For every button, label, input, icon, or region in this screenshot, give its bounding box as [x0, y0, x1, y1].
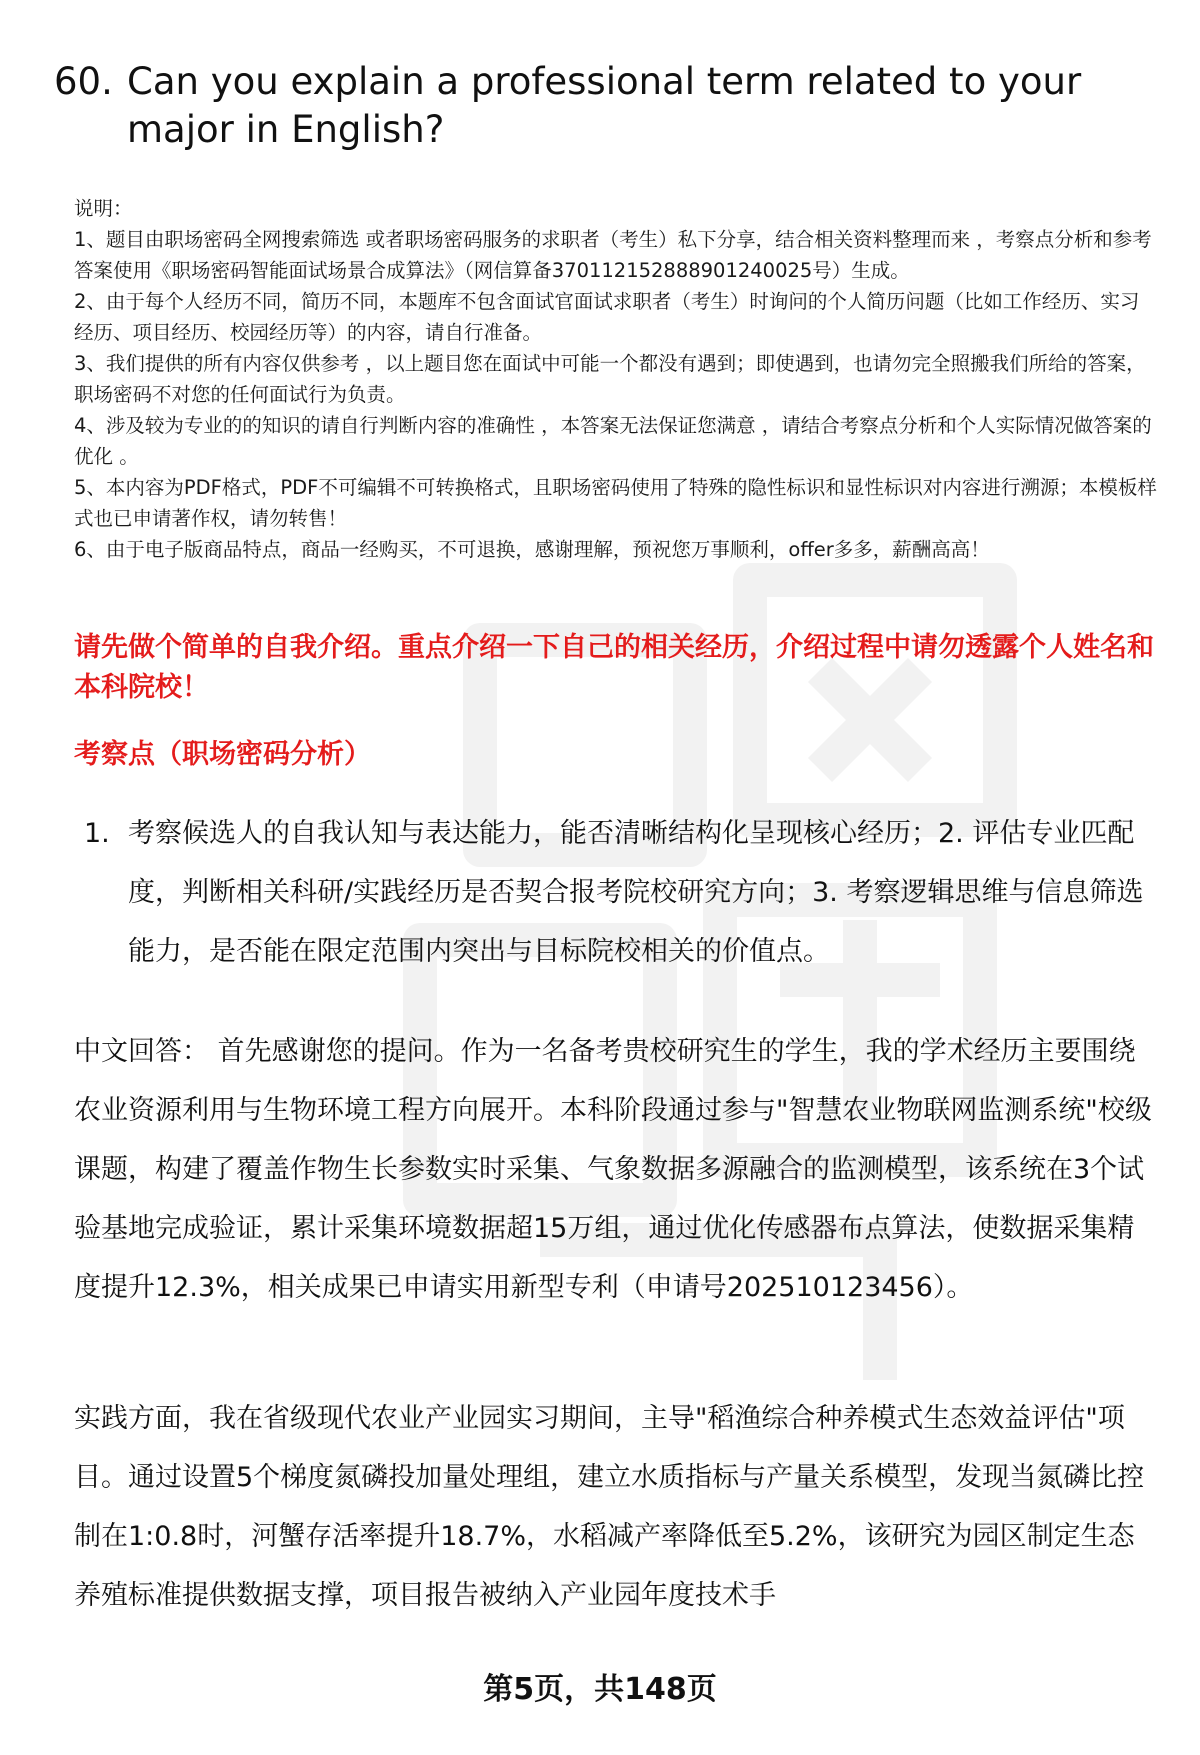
note-item-1: 1、题目由职场密码全网搜索筛选 或者职场密码服务的求职者（考生）私下分享，结合相关资料整理而来 ，考察点分析和参考答案使用《职场密码智能面试场景合成算法》（网信算备370112152888901240025号）生成。 — [74, 228, 1152, 282]
interview-prompt: 请先做个简单的自我介绍。重点介绍一下自己的相关经历，介绍过程中请勿透露个人姓名和本科院校！ — [74, 632, 1154, 703]
note-item-5: 5、本内容为PDF格式，PDF不可编辑不可转换格式，且职场密码使用了特殊的隐性标识和显性标识对内容进行溯源；本模板样式也已申请著作权，请勿转售！ — [74, 476, 1157, 530]
note-item-6: 6、由于电子版商品特点，商品一经购买，不可退换，感谢理解，预祝您万事顺利，offer多多，薪酬高高！ — [74, 538, 990, 561]
disclaimer-notes — [74, 193, 1158, 565]
answer-paragraph-1: 中文回答： 首先感谢您的提问。作为一名备考贵校研究生的学生，我的学术经历主要围绕农业资源利用与生物环境工程方向展开。本科阶段通过参与"智慧农业物联网监测系统"校级课题，构建了覆盖作物生长参数实时采集、气象数据多源融合的监测模型，该系统在3个试验基地完成验证，累计采集环境数据超15万组，通过优化传感器布点算法，使数据采集精度提升12.3%，相关成果已申请实用新型专利（申请号202510123456）。 — [74, 1036, 1152, 1303]
question-text: Can you explain a professional term related to your major in English? — [127, 60, 1082, 151]
answer-paragraph-2: 实践方面，我在省级现代农业产业园实习期间，主导"稻渔综合种养模式生态效益评估"项目。通过设置5个梯度氮磷投加量处理组，建立水质指标与产量关系模型，发现当氮磷比控制在1:0.8时，河蟹存活率提升18.7%，水稻减产率降低至5.2%，该研究为园区制定生态养殖标准提供数据支撑，项目报告被纳入产业园年度技术手 — [74, 1403, 1145, 1611]
page-number: 第5页，共148页 — [483, 1672, 717, 1707]
note-item-3: 3、我们提供的所有内容仅供参考 ，以上题目您在面试中可能一个都没有遇到；即使遇到，也请勿完全照搬我们所给的答案，职场密码不对您的任何面试行为负责。 — [74, 352, 1146, 406]
note-item-2: 2、由于每个人经历不同，简历不同，本题库不包含面试官面试求职者（考生）时询问的个人简历问题（比如工作经历、实习经历、项目经历、校园经历等）的内容，请自行准备。 — [74, 290, 1140, 344]
question-number: 60. — [54, 60, 113, 103]
analysis-point-text: 考察候选人的自我认知与表达能力，能否清晰结构化呈现核心经历；2. 评估专业匹配度，判断相关科研/实践经历是否契合报考院校研究方向；3. 考察逻辑思维与信息筛选能力，是否能在限定范围内突出与目标院校相关的价值点。 — [128, 818, 1144, 967]
analysis-title: 考察点（职场密码分析） — [74, 739, 371, 770]
analysis-point-number: 1. — [84, 818, 110, 849]
note-item-4: 4、涉及较为专业的的知识的请自行判断内容的准确性 ，本答案无法保证您满意 ，请结合考察点分析和个人实际情况做答案的优化 。 — [74, 414, 1152, 468]
question-heading — [54, 58, 1144, 154]
analysis-points — [84, 804, 1164, 981]
notes-heading: 说明： — [74, 197, 133, 220]
